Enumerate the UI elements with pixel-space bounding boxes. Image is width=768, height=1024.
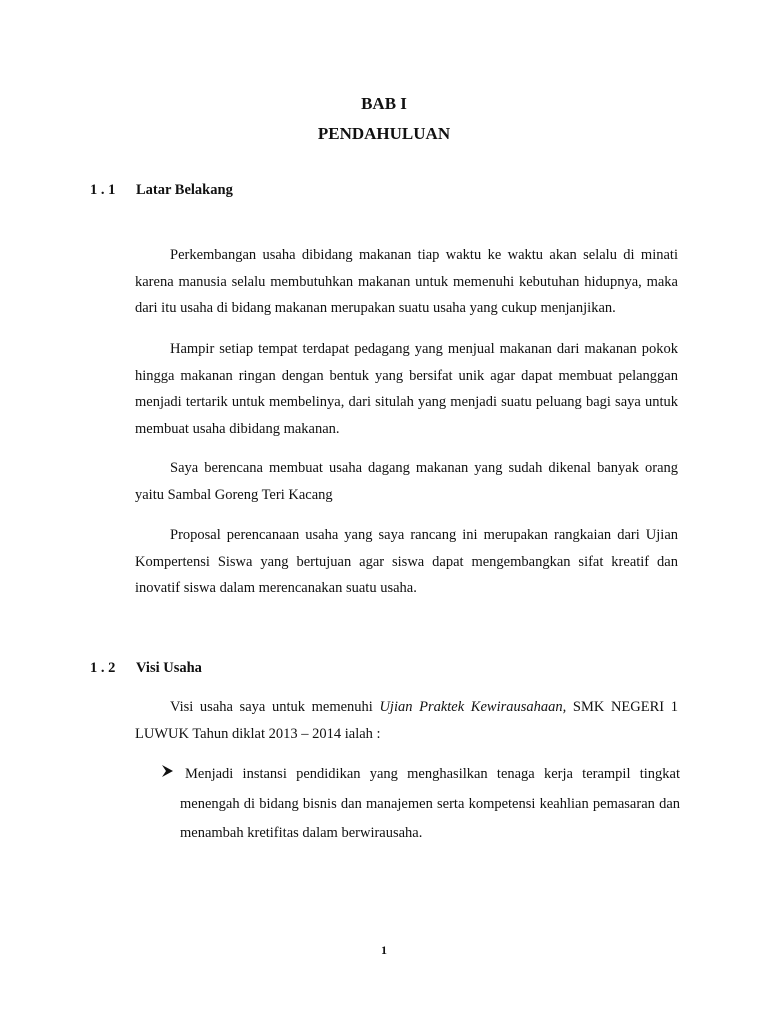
- section-heading-visi-usaha: [90, 660, 202, 677]
- visi-intro-text-end: SMK NEGERI 1 LUWUK Tahun diklat 2013 – 2014 ialah :: [135, 699, 678, 742]
- paragraph: Proposal perencanaan usaha yang saya rancang ini merupakan rangkaian dari Ujian Kompertensi Siswa yang bertujuan agar siswa dapat mengembangkan sifat kreatif dan inovatif siswa dalam merencanakan suatu usaha.: [135, 527, 678, 597]
- section-number: 1 . 1: [90, 182, 116, 198]
- chapter-label: BAB I: [361, 94, 407, 113]
- bullet-list-item: [160, 760, 680, 849]
- section-title: Visi Usaha: [136, 660, 202, 676]
- paragraph: Hampir setiap tempat terdapat pedagang yang menjual makanan dari makanan pokok hingga makanan ringan dengan bentuk yang bersifat unik agar dapat membuat pelanggan menjadi tertarik untuk membelinya, dari situlah yang menjadi suatu peluang bagi saya untuk membuat usaha dibidang makanan.: [135, 341, 678, 438]
- section-number: 1 . 2: [90, 660, 116, 676]
- paragraph: Perkembangan usaha dibidang makanan tiap waktu ke waktu akan selalu di minati karena manusia selalu membutuhkan makanan untuk memenuhi kebutuhan hidupnya, maka dari itu usaha di bidang makanan merupakan suatu usaha yang cukup menjanjikan.: [135, 247, 678, 317]
- visi-intro-paragraph: [135, 694, 678, 747]
- visi-intro-text: Visi usaha saya untuk memenuhi: [170, 699, 380, 715]
- chapter-title: PENDAHULUAN: [317, 124, 451, 143]
- bullet-text: Menjadi instansi pendidikan yang menghasilkan tenaga kerja terampil tingkat menengah di bidang bisnis dan manajemen serta kompetensi keahlian pemasaran dan menambah kretifitas dalam berwirausaha.: [180, 766, 680, 841]
- page-number: 1: [381, 943, 387, 957]
- arrowhead-bullet-icon: [160, 764, 174, 778]
- section-heading-latar-belakang: [90, 182, 233, 199]
- paragraph: Saya berencana membuat usaha dagang makanan yang sudah dikenal banyak orang yaitu Sambal Goreng Teri Kacang: [135, 460, 678, 503]
- section-title: Latar Belakang: [136, 182, 233, 198]
- visi-intro-italic: Ujian Praktek Kewirausahaan,: [379, 699, 567, 715]
